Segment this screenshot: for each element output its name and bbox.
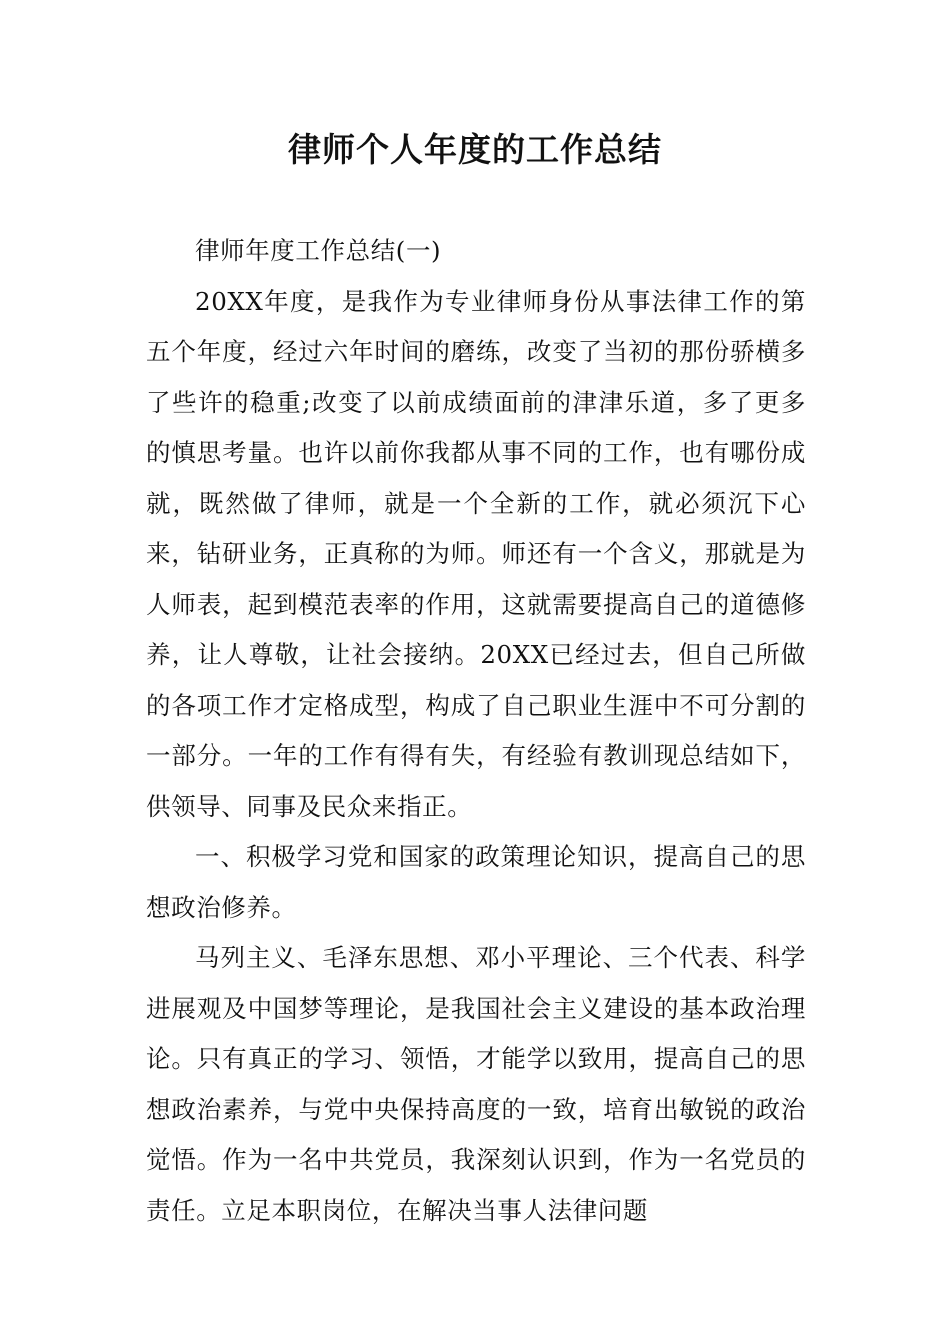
document-title: 律师个人年度的工作总结: [288, 130, 662, 169]
document-body: [146, 226, 806, 1236]
section-heading-1: 一、积极学习党和国家的政策理论知识，提高自己的思想政治修养。: [146, 842, 806, 922]
paragraph-theory: 马列主义、毛泽东思想、邓小平理论、三个代表、科学进展观及中国梦等理论，是我国社会主义建设的基本政治理论。只有真正的学习、领悟，才能学以致用，提高自己的思想政治素养，与党中央保持高度的一致，培育出敏锐的政治觉悟。作为一名中共党员，我深刻认识到，作为一名党员的责任。立足本职岗位，在解决当事人法律问题: [146, 943, 806, 1225]
paragraph-intro: 20XX年度，是我作为专业律师身份从事法律工作的第五个年度，经过六年时间的磨练，改变了当初的那份骄横多了些许的稳重;改变了以前成绩面前的津津乐道，多了更多的慎思考量。也许以前你我都从事不同的工作，也有哪份成就，既然做了律师，就是一个全新的工作，就必须沉下心来，钻研业务，正真称的为师。师还有一个含义，那就是为人师表，起到模范表率的作用，这就需要提高自己的道德修养，让人尊敬，让社会接纳。20XX已经过去，但自己所做的各项工作才定格成型，构成了自己职业生涯中不可分割的一部分。一年的工作有得有失，有经验有教训现总结如下，供领导、同事及民众来指正。: [146, 286, 806, 821]
section-subtitle: 律师年度工作总结(一): [195, 236, 442, 265]
